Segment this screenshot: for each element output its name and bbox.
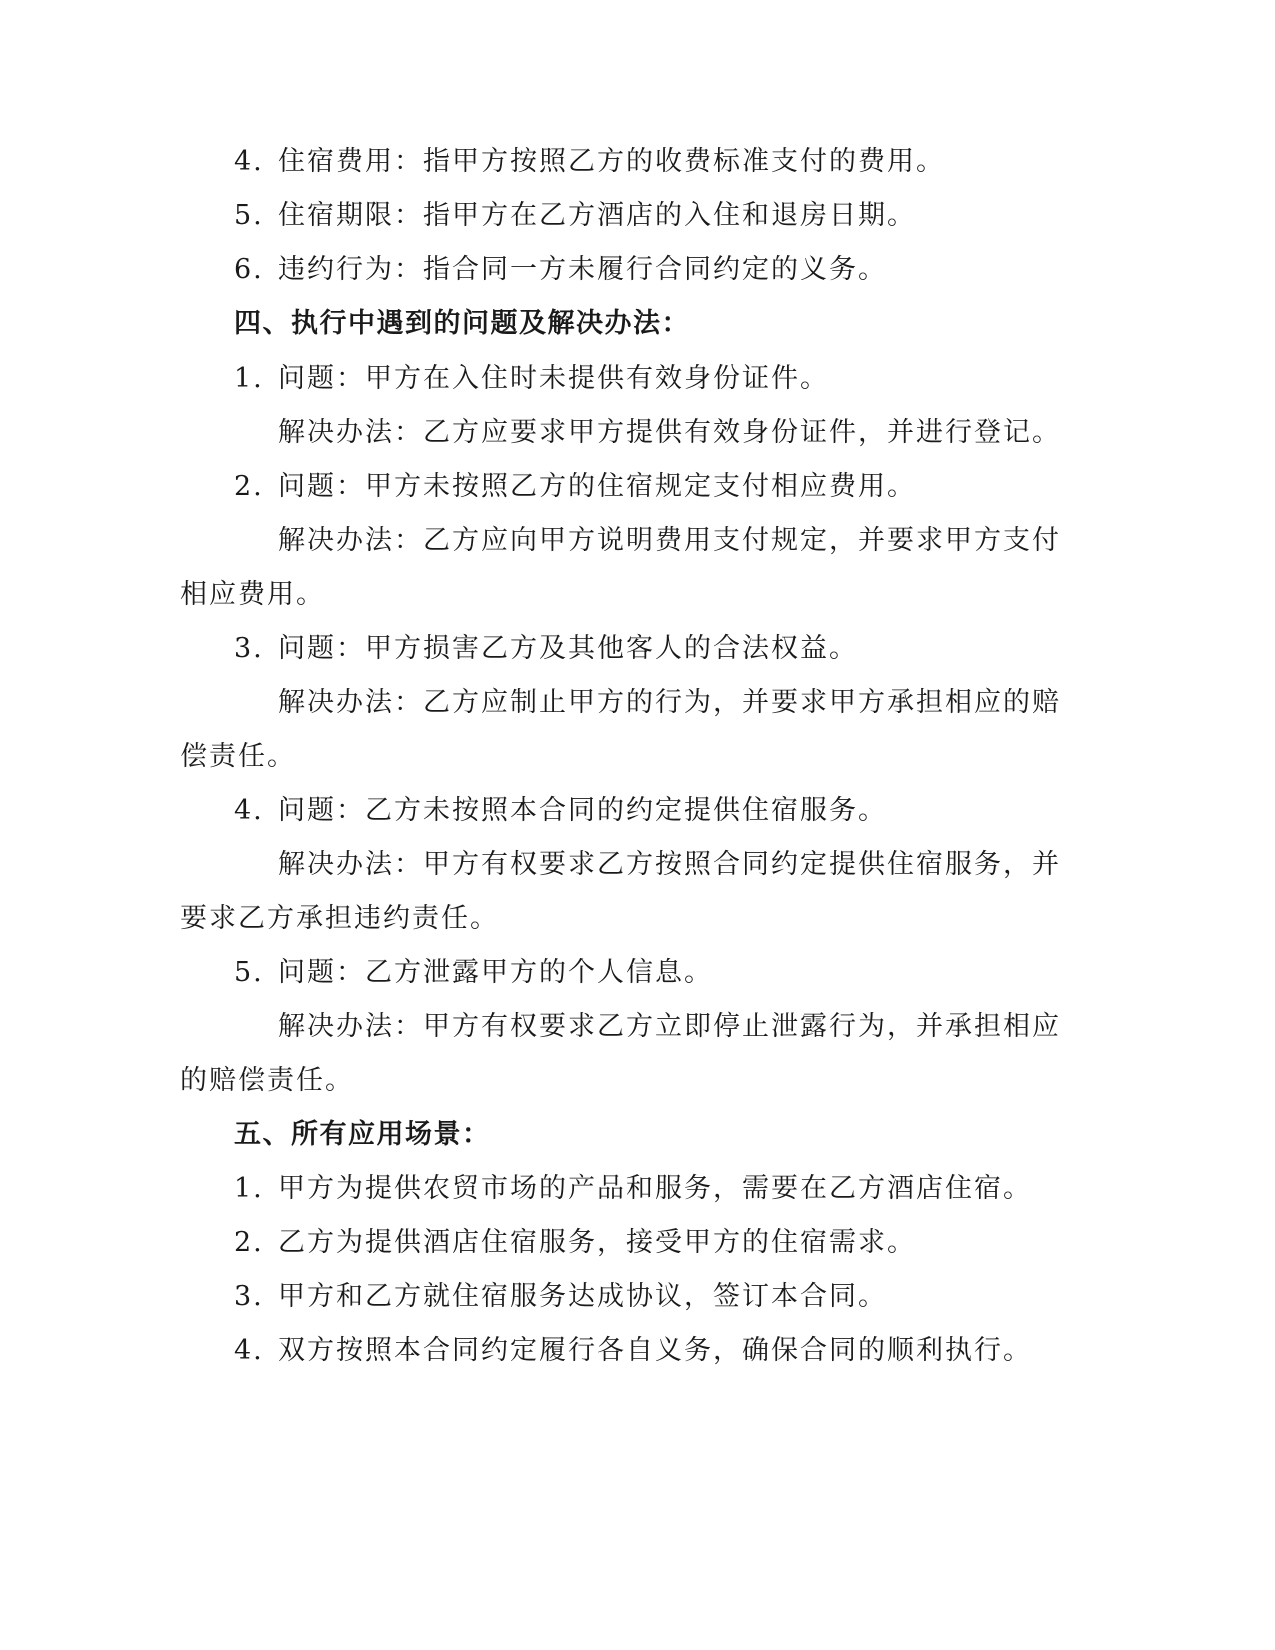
definition-item	[234, 199, 916, 233]
item-text: 甲方和乙方就住宿服务达成协议，签订本合同。	[278, 1281, 887, 1312]
item-number: 5.	[234, 200, 264, 231]
problem-text: 问题：甲方损害乙方及其他客人的合法权益。	[278, 633, 858, 664]
item-text: 甲方为提供农贸市场的产品和服务，需要在乙方酒店住宿。	[278, 1173, 1032, 1204]
item-number: 1.	[234, 363, 264, 394]
item-number: 4.	[234, 1335, 264, 1366]
solution-text-continued: 的赔偿责任。	[180, 1065, 354, 1096]
problem-item	[234, 632, 858, 666]
definition-item	[234, 253, 887, 287]
problem-text: 问题：甲方未按照乙方的住宿规定支付相应费用。	[278, 471, 916, 502]
item-text: 双方按照本合同约定履行各自义务，确保合同的顺利执行。	[278, 1335, 1032, 1366]
problem-item	[234, 362, 829, 396]
section-heading: 四、执行中遇到的问题及解决办法：	[234, 308, 690, 339]
scenario-item	[234, 1172, 1032, 1206]
definition-item	[234, 145, 945, 179]
item-number: 5.	[234, 957, 264, 988]
section-heading: 五、所有应用场景：	[234, 1119, 491, 1150]
item-number: 4.	[234, 795, 264, 826]
solution-text-continued: 偿责任。	[180, 741, 296, 772]
scenario-item	[234, 1226, 916, 1260]
item-text: 违约行为：指合同一方未履行合同约定的义务。	[278, 254, 887, 285]
solution-text: 解决办法：乙方应要求甲方提供有效身份证件，并进行登记。	[278, 417, 1061, 448]
solution-text: 解决办法：乙方应向甲方说明费用支付规定，并要求甲方支付	[278, 525, 1061, 556]
item-number: 1.	[234, 1173, 264, 1204]
item-number: 4.	[234, 146, 264, 177]
solution-text-continued: 要求乙方承担违约责任。	[180, 903, 499, 934]
solution-text-continued: 相应费用。	[180, 579, 325, 610]
item-text: 住宿期限：指甲方在乙方酒店的入住和退房日期。	[278, 200, 916, 231]
item-number: 2.	[234, 471, 264, 502]
problem-item	[234, 794, 887, 828]
solution-text: 解决办法：甲方有权要求乙方按照合同约定提供住宿服务，并	[278, 849, 1061, 880]
problem-text: 问题：甲方在入住时未提供有效身份证件。	[278, 363, 829, 394]
item-number: 3.	[234, 633, 264, 664]
scenario-item	[234, 1334, 1032, 1368]
problem-item	[234, 956, 713, 990]
item-number: 2.	[234, 1227, 264, 1258]
problem-text: 问题：乙方未按照本合同的约定提供住宿服务。	[278, 795, 887, 826]
item-text: 乙方为提供酒店住宿服务，接受甲方的住宿需求。	[278, 1227, 916, 1258]
solution-text: 解决办法：甲方有权要求乙方立即停止泄露行为，并承担相应	[278, 1011, 1061, 1042]
problem-text: 问题：乙方泄露甲方的个人信息。	[278, 957, 713, 988]
scenario-item	[234, 1280, 887, 1314]
item-number: 6.	[234, 254, 264, 285]
item-number: 3.	[234, 1281, 264, 1312]
problem-item	[234, 470, 916, 504]
item-text: 住宿费用：指甲方按照乙方的收费标准支付的费用。	[278, 146, 945, 177]
solution-text: 解决办法：乙方应制止甲方的行为，并要求甲方承担相应的赔	[278, 687, 1061, 718]
